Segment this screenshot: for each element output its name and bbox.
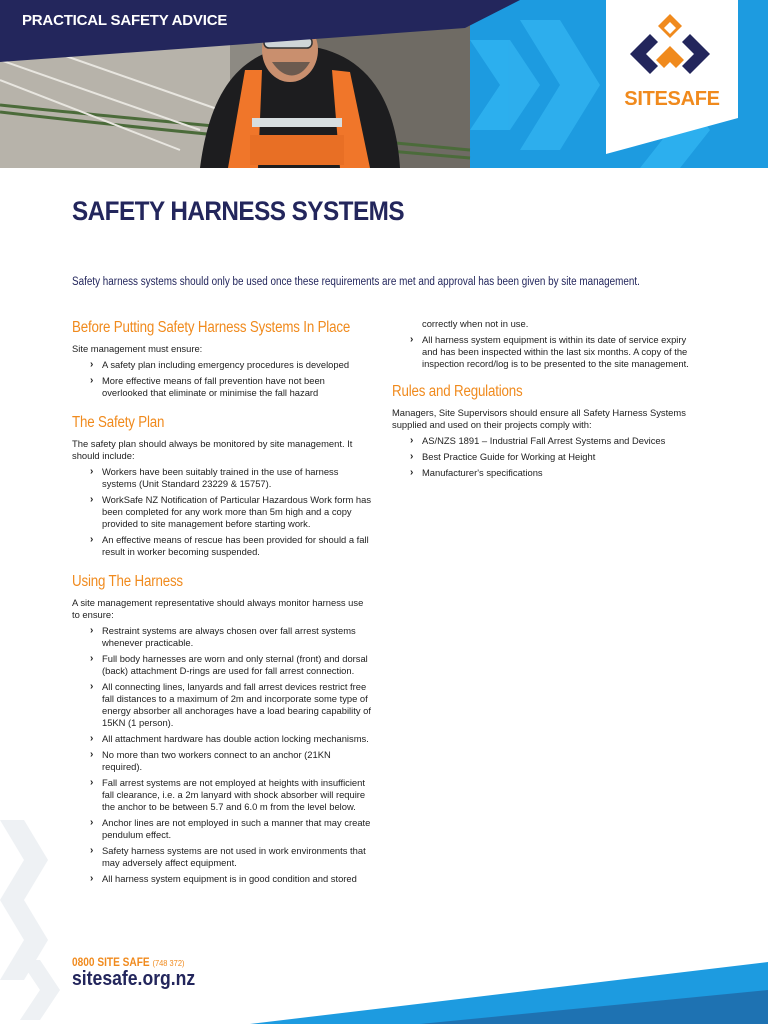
using-list-continued (392, 334, 698, 370)
sitesafe-logo-text: SITESAFE (624, 88, 720, 110)
chevron-right-icon: › (90, 817, 94, 828)
chevron-right-icon: › (90, 625, 94, 636)
list-item: › An effective means of rescue has been provided for should a fall result in worker becoming suspended. (90, 534, 369, 557)
list-item: › Safety harness systems are not used in work environments that may adversely affect equipment. (90, 845, 366, 868)
page-title: SAFETY HARNESS SYSTEMS (72, 196, 404, 226)
list-item: › Restraint systems are always chosen over fall arrest systems whenever practicable. (90, 625, 356, 648)
using-list (72, 625, 372, 885)
before-list (72, 359, 372, 399)
list-item: › All connecting lines, lanyards and fall arrest devices restrict free fall distances to a maximum of 2m and incorporate some type of energy absorber all anchorages have a load bearing capability of 15KN (1 person). (90, 681, 371, 728)
before-lead: Site management must ensure: (72, 343, 203, 354)
list-item: › All attachment hardware has double action locking mechanisms. (90, 733, 369, 744)
chevron-right-icon: › (90, 777, 94, 788)
heading-rules-regulations: Rules and Regulations (392, 383, 523, 400)
heading-safety-plan: The Safety Plan (72, 414, 165, 431)
list-item: › Full body harnesses are worn and only sternal (front) and dorsal (back) attachment D-rings are used for fall arrest connection. (90, 653, 368, 676)
list-item: › Fall arrest systems are not employed at heights with insufficient fall clearance, i.e. a 2m lanyard with shock absorber will require the anchor to be between 5.7 and 6.0 m from the level below. (90, 777, 366, 812)
list-item: › Anchor lines are not employed in such a manner that may create pendulum effect. (90, 817, 371, 840)
heading-using-harness: Using The Harness (72, 573, 183, 590)
list-item: › Workers have been suitably trained in the use of harness systems (Unit Standard 23229 & 15757). (90, 466, 339, 489)
intro-text: Safety harness systems should only be used once these requirements are met and approval has been given by site management. (72, 276, 640, 288)
chevron-right-icon: › (410, 435, 414, 446)
practical-safety-advice-ribbon: PRACTICAL SAFETY ADVICE (22, 12, 228, 29)
list-item: › All harness system equipment is in good condition and stored (90, 873, 357, 884)
chevron-right-icon: › (90, 873, 94, 884)
header-banner (0, 0, 768, 168)
footer-website-link[interactable]: sitesafe.org.nz (72, 968, 196, 990)
rules-lead: Managers, Site Supervisors should ensure all Safety Harness Systems supplied and used on their projects comply with: (392, 407, 686, 430)
chevron-right-icon: › (90, 681, 94, 692)
list-item: › A safety plan including emergency procedures is developed (90, 359, 350, 370)
chevron-right-icon: › (90, 375, 94, 386)
list-item: › All harness system equipment is within its date of service expiry and has been inspected within the last six months. A copy of the inspection record/log is to be presented to the site management. (410, 334, 689, 369)
heading-before-putting: Before Putting Safety Harness Systems In Place (72, 319, 351, 336)
chevron-right-icon: › (410, 467, 414, 478)
chevron-right-icon: › (90, 359, 94, 370)
list-item: › More effective means of fall prevention have not been overlooked that eliminate or minimise the fall hazard (90, 375, 325, 398)
chevron-right-icon: › (90, 733, 94, 744)
right-column (392, 318, 698, 483)
chevron-right-icon: › (90, 749, 94, 760)
list-item: › AS/NZS 1891 – Industrial Fall Arrest Systems and Devices (410, 435, 666, 446)
using-continued-text: correctly when not in use. (422, 318, 529, 329)
chevron-right-icon: › (90, 653, 94, 664)
logo-panel-shape (606, 0, 738, 154)
list-item: › WorkSafe NZ Notification of Particular Hazardous Work form has been completed for any work more than 5m high and a copy provided to site management before starting work. (90, 494, 372, 529)
footer-phone-digits: (748 372) (152, 958, 185, 968)
list-item: › Best Practice Guide for Working at Height (410, 451, 596, 462)
chevron-right-icon: › (410, 334, 414, 345)
chevron-right-icon: › (410, 451, 414, 462)
plan-lead: The safety plan should always be monitored by site management. It should include: (72, 438, 353, 461)
left-column (72, 318, 372, 889)
list-item: › Manufacturer's specifications (410, 467, 543, 478)
chevron-right-icon: › (90, 534, 94, 545)
footer-phone-label: 0800 SITE SAFE (72, 957, 150, 969)
sitesafe-logo (606, 0, 738, 154)
using-lead: A site management representative should always monitor harness use to ensure: (72, 597, 364, 620)
list-item: › No more than two workers connect to an anchor (21KN required). (90, 749, 331, 772)
chevron-right-icon: › (90, 466, 94, 477)
rules-list (392, 435, 698, 479)
chevron-right-icon: › (90, 494, 94, 505)
chevron-right-icon: › (90, 845, 94, 856)
plan-list (72, 466, 372, 558)
